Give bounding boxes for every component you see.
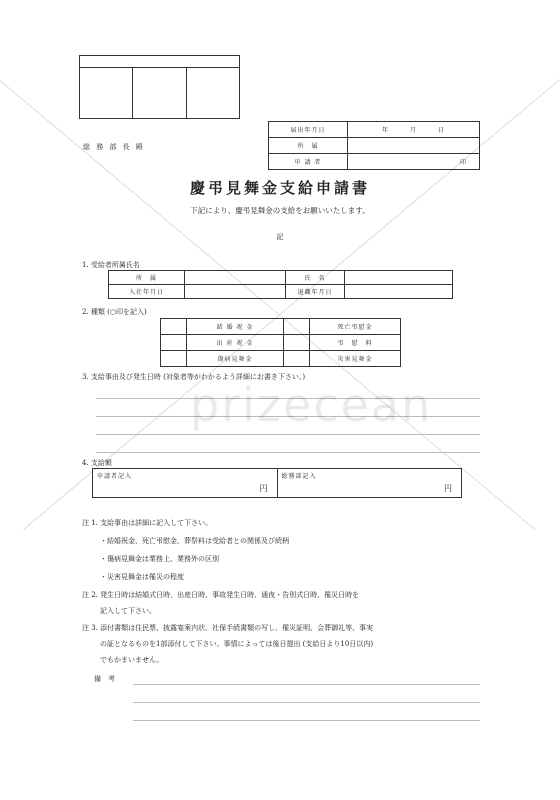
note-1-bullet-2: ・傷病見舞金は業務上、業務外の区別 — [100, 555, 219, 563]
note-2-cont: 記入して下さい。 — [100, 607, 156, 615]
section4-heading: 4. 支給額 — [82, 459, 112, 467]
remarks-line-3[interactable] — [133, 720, 480, 721]
type-check-6[interactable] — [284, 351, 310, 367]
ki-label: 記 — [276, 233, 284, 241]
date-label: 届出年月日 — [269, 122, 348, 138]
section3-heading: 3. 支給事由及び発生日時 (対象者等がわかるよう詳細にお書き下さい。) — [82, 373, 306, 381]
note-2: 注 2. 発生日時は結婚式日時、出産日時、事故発生日時、通夜・告別式日時、罹災日時を — [82, 591, 360, 599]
note-3: 注 3. 添付書類は住民票、披露宴案内状、社保手続書類の写し、罹災証明、会葬御礼等、事実 — [82, 624, 374, 632]
type-check-1[interactable] — [161, 319, 187, 335]
recipient-table — [108, 270, 453, 299]
stamp-box — [79, 55, 240, 119]
note-1: 注 1. 支給事由は詳細に記入して下さい。 — [82, 519, 213, 527]
applicant-amount-cell[interactable] — [93, 469, 278, 498]
note-1-bullet-1: ・結婚祝金、死亡弔慰金、葬祭料は受給者との関係及び続柄 — [100, 537, 289, 545]
type-illness: 傷病見舞金 — [187, 351, 284, 367]
admin-amount-label: 総務部記入 — [281, 473, 317, 480]
type-check-5[interactable] — [161, 351, 187, 367]
note-1-bullet-3: ・災害見舞金は罹災の程度 — [100, 573, 184, 581]
applicant-amount-label: 申請者記入 — [97, 473, 133, 480]
applicant-label: 申 請 者 — [269, 154, 348, 170]
reason-line-4[interactable] — [96, 452, 480, 453]
remarks-line-2[interactable] — [133, 702, 480, 703]
dept-label: 所 属 — [269, 138, 348, 154]
type-disaster: 災害見舞金 — [310, 351, 401, 367]
type-condolence: 死亡弔慰金 — [310, 319, 401, 335]
recipient-name-value[interactable] — [345, 271, 453, 285]
applicant-yen: 円 — [259, 484, 269, 493]
intro-text: 下記により、慶弔見舞金の支給をお願いいたします。 — [190, 206, 370, 215]
section1-heading: 1. 受給者所属氏名 — [82, 261, 140, 269]
type-check-4[interactable] — [284, 335, 310, 351]
hire-date-value[interactable] — [185, 285, 286, 299]
retire-date-label: 退職年月日 — [286, 285, 345, 299]
type-wedding: 結 婚 祝 金 — [187, 319, 284, 335]
type-funeral: 弔 慰 料 — [310, 335, 401, 351]
watermark-text: prizecean — [190, 378, 433, 432]
note-3-cont-2: でもかまいません。 — [100, 656, 164, 664]
section2-heading: 2. 種類 (○印を記入) — [82, 308, 147, 316]
admin-amount-cell[interactable] — [277, 469, 462, 498]
recipient-dept-value[interactable] — [185, 271, 286, 285]
applicant-box — [268, 121, 480, 170]
amount-table — [92, 468, 462, 498]
applicant-seal[interactable]: 印 — [348, 154, 480, 170]
date-value[interactable]: 年 月 日 — [348, 122, 480, 138]
type-check-3[interactable] — [161, 335, 187, 351]
dept-value[interactable] — [348, 138, 480, 154]
admin-yen: 円 — [444, 484, 453, 493]
hire-date-label: 入社年月日 — [109, 285, 185, 299]
note-3-cont-1: の証となるものを1部添付して下さい。事情によっては後日提出 (支給日より10日以内) — [100, 640, 374, 648]
recipient-dept-label: 所 属 — [109, 271, 185, 285]
retire-date-value[interactable] — [345, 285, 453, 299]
recipient-name-label: 氏 名 — [286, 271, 345, 285]
page-title: 慶弔見舞金支給申請書 — [189, 179, 370, 197]
addressee: 総 務 部 長 殿 — [83, 143, 145, 151]
type-table — [160, 318, 401, 367]
type-birth: 出 産 祝 金 — [187, 335, 284, 351]
remarks-line-1[interactable] — [133, 684, 480, 685]
type-check-2[interactable] — [284, 319, 310, 335]
reason-line-3[interactable] — [96, 434, 480, 435]
remarks-label: 備 考 — [94, 675, 115, 683]
